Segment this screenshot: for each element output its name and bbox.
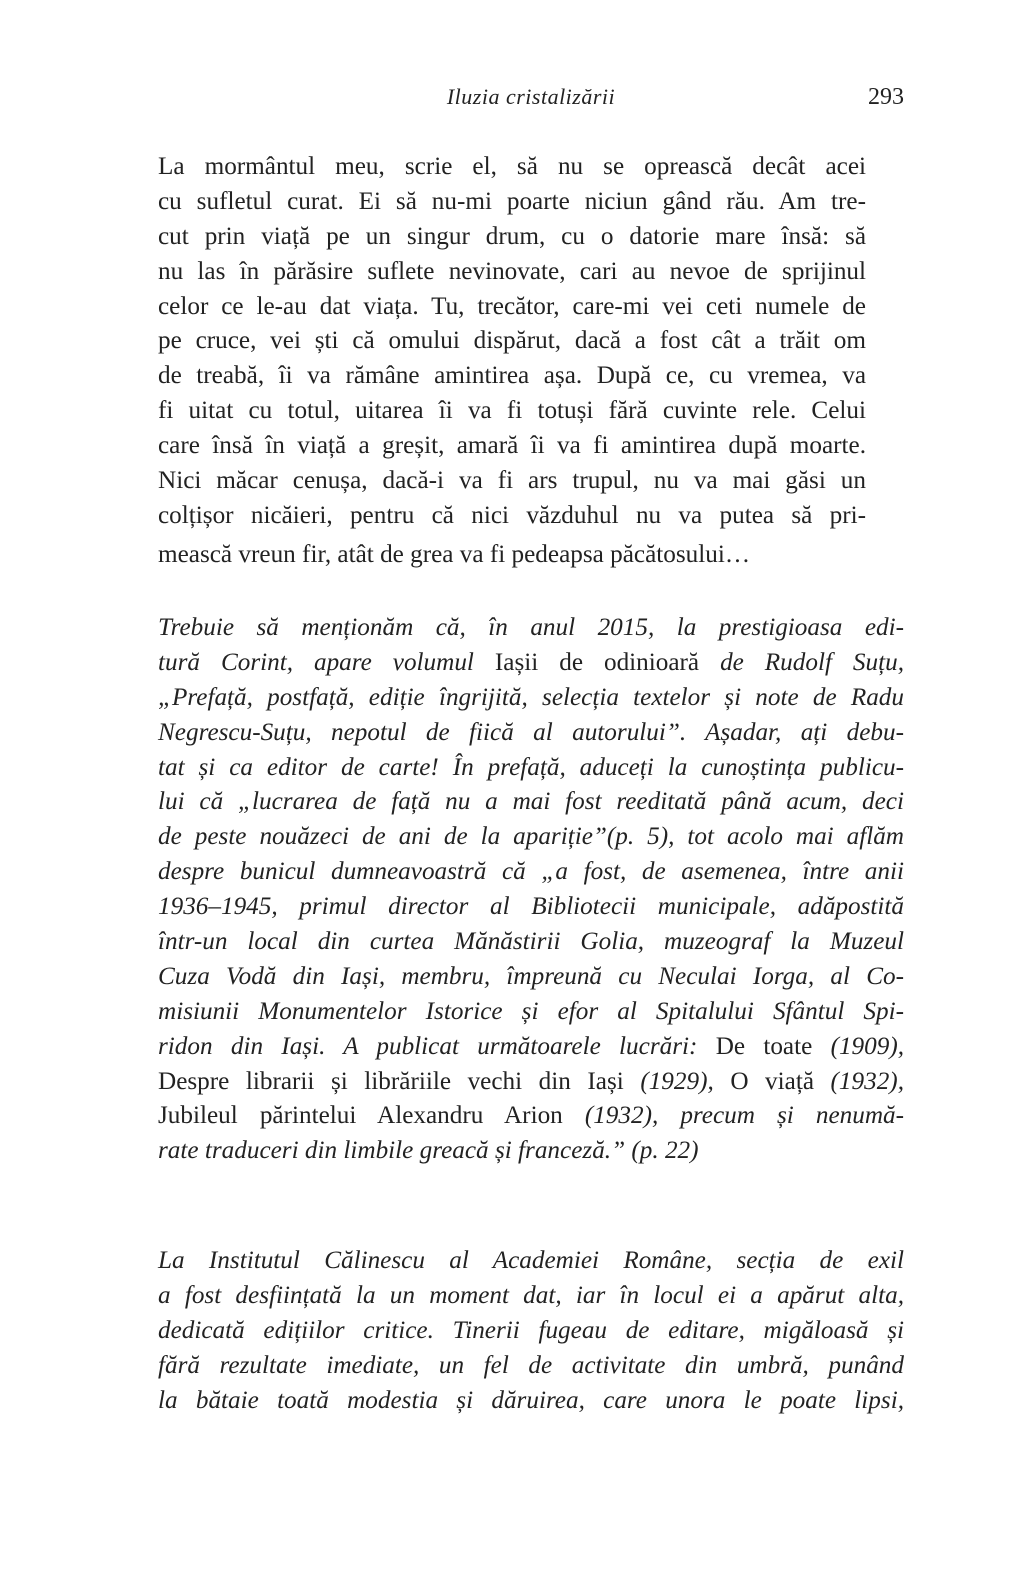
text-span: (1929), [640, 1067, 714, 1095]
interview-question-paragraph [158, 1244, 904, 1418]
text-line: pe cruce, vei ști că omului dispărut, dacă a fost cât a trăit om [158, 327, 866, 355]
book-title: De toate [715, 1032, 813, 1060]
text-span: de Rudolf Suțu, [720, 648, 905, 676]
text-line [158, 646, 904, 681]
text-line: Nici măcar cenușa, dacă-i va fi ars trupul, nu va mai găsi un [158, 467, 866, 495]
text-line: 1936–1945, primul director al Bibliotecii municipale, adăpostită [158, 893, 904, 921]
text-line: la bătaie toată modestia și dăruirea, care unora le poate lipsi, [158, 1386, 904, 1414]
text-line: despre bunicul dumneavoastră că „a fost, de asemenea, între anii [158, 858, 904, 886]
text-line: a fost desființată la un moment dat, iar în locul ei a apărut alta, [158, 1281, 904, 1309]
text-span: ridon din Iași. A publicat următoarele lucrări: [158, 1032, 698, 1060]
text-line: lui că „lucrarea de față nu a mai fost reeditată până acum, deci [158, 788, 904, 816]
book-title: Iașii de odinioară [494, 648, 700, 676]
interview-question-paragraph [158, 611, 904, 1169]
text-line: cu sufletul curat. Ei să nu-mi poarte niciun gând rău. Am tre- [158, 187, 866, 215]
text-line: misiunii Monumentelor Istorice și efor al Spitalului Sfântul Spi- [158, 997, 904, 1025]
page-header [158, 84, 904, 120]
text-line: dedicată edițiilor critice. Tinerii fugeau de editare, migăloasă și [158, 1316, 904, 1344]
text-line: Cuza Vodă din Iași, membru, împreună cu Neculai Iorga, al Co- [158, 962, 904, 990]
quoted-epitaph [158, 150, 866, 573]
text-line: La Institutul Călinescu al Academiei Române, secția de exil [158, 1247, 904, 1274]
text-span: (1932), [830, 1067, 904, 1095]
running-title: Iluzia cristalizării [446, 84, 616, 109]
text-line: de peste nouăzeci de ani de la apariție”(p. 5), tot acolo mai aflăm [158, 823, 904, 851]
text-line: nu las în părăsire suflete nevinovate, cari au nevoe de sprijinul [158, 257, 866, 285]
text-line: care însă în viață a greșit, amară îi va fi amintirea după moarte. [158, 432, 866, 460]
text-line: „Prefață, postfață, ediție îngrijită, selecția textelor și note de Radu [158, 683, 904, 711]
text-line: cut prin viață pe un singur drum, cu o datorie mare însă: să [158, 222, 866, 250]
text-line [158, 1065, 904, 1100]
text-line [158, 1030, 904, 1065]
text-line: Negrescu-Suțu, nepotul de fiică al autorului”. Așadar, ați debu- [158, 718, 904, 746]
text-line: Trebuie să menționăm că, în anul 2015, la prestigioasa edi- [158, 614, 904, 641]
text-line: colțișor nicăieri, pentru că nici văzduhul nu va putea să pri- [158, 501, 866, 529]
book-title: Despre librarii și librăriile vechi din Iași [158, 1067, 624, 1095]
text-line: tat și ca editor de carte! În prefață, aduceți la cunoștința publicu- [158, 753, 904, 781]
book-title: Jubileul părintelui Alexandru Arion [158, 1102, 563, 1130]
text-line: La mormântul meu, scrie el, să nu se oprească decât acei [158, 153, 866, 180]
text-line: mească vreun fir, atât de grea va fi pedeapsa păcătosului… [158, 540, 751, 568]
text-span: (1909), [830, 1032, 905, 1060]
page-number: 293 [868, 84, 904, 110]
text-line: de treabă, îi va rămâne amintirea așa. După ce, cu vremea, va [158, 362, 866, 390]
text-span: tură Corint, apare volumul [158, 648, 474, 676]
book-title: O viață [730, 1067, 814, 1095]
text-line: într-un local din curtea Mănăstirii Golia, muzeograf la Muzeul [158, 928, 904, 956]
text-line: rate traduceri din limbile greacă și franceză.” (p. 22) [158, 1137, 699, 1165]
text-line [158, 1099, 904, 1134]
text-line: fi uitat cu totul, uitarea îi va fi totuși fără cuvinte rele. Celui [158, 397, 866, 425]
text-line: celor ce le-au dat viața. Tu, trecător, care-mi vei ceti numele de [158, 292, 866, 320]
text-span: (1932), precum și nenumă- [584, 1102, 904, 1130]
text-line: fără rezultate imediate, un fel de activitate din umbră, punând [158, 1351, 904, 1379]
